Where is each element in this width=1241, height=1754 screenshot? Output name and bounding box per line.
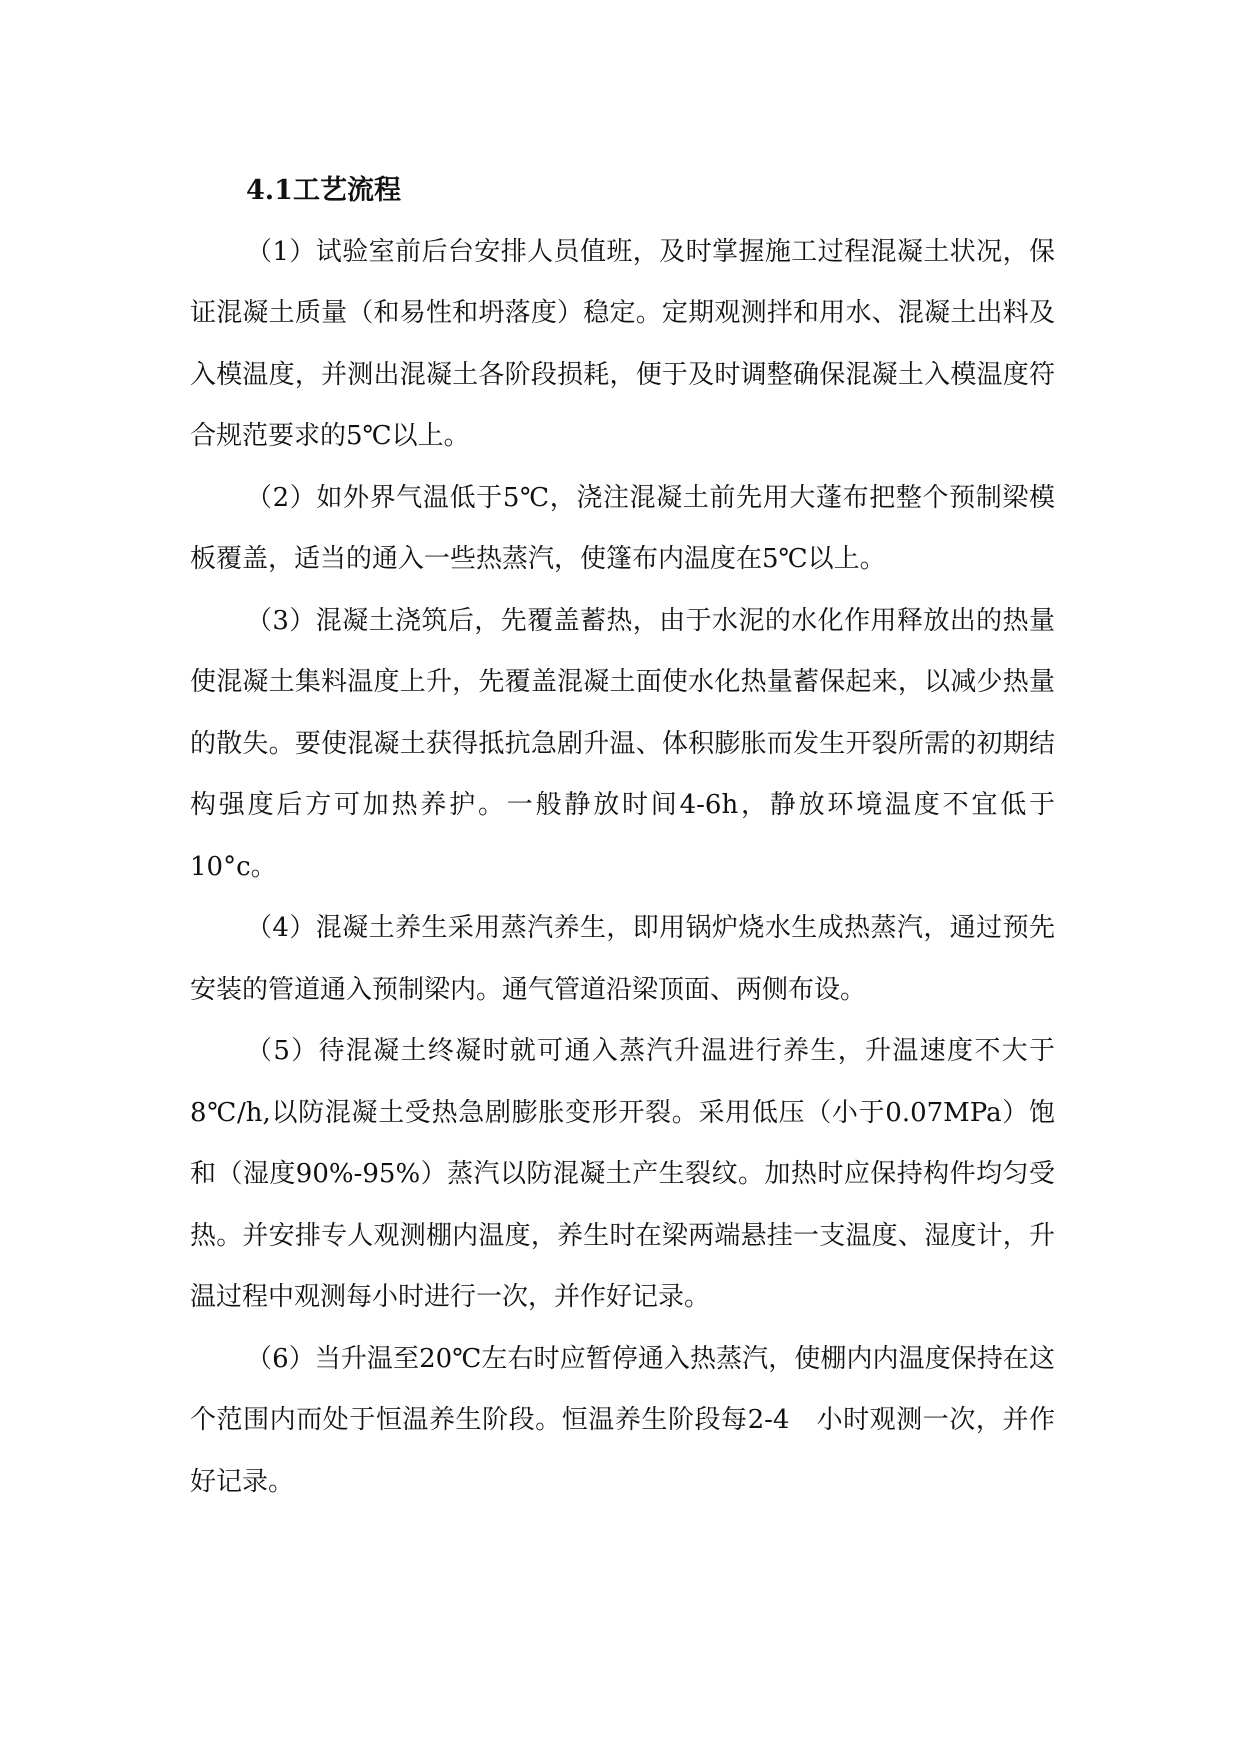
paragraph-6: （6）当升温至20℃左右时应暂停通入热蒸汽，使棚内内温度保持在这个范围内而处于恒温养生阶段。恒温养生阶段每2-4 小时观测一次，并作好记录。 [190,1343,1055,1497]
paragraph-2: （2）如外界气温低于5℃，浇注混凝土前先用大蓬布把整个预制梁模板覆盖，适当的通入一些热蒸汽，使篷布内温度在5℃以上。 [190,482,1055,574]
paragraph-4: （4）混凝土养生采用蒸汽养生，即用锅炉烧水生成热蒸汽，通过预先安装的管道通入预制梁内。通气管道沿梁顶面、两侧布设。 [190,913,1055,1005]
paragraph-1: （1）试验室前后台安排人员值班，及时掌握施工过程混凝土状况，保证混凝土质量（和易性和坍落度）稳定。定期观测拌和用水、混凝土出料及入模温度，并测出混凝土各阶段损耗，便于及时调整确保混凝土入模温度符合规范要求的5℃以上。 [190,236,1055,451]
section-heading: 4.1工艺流程 [246,175,401,206]
paragraph-5: （5）待混凝土终凝时就可通入蒸汽升温进行养生，升温速度不大于8℃/h,以防混凝土受热急剧膨胀变形开裂。采用低压（小于0.07MPa）饱和（湿度90%-95%）蒸汽以防混凝土产生裂纹。加热时应保持构件均匀受热。并安排专人观测棚内温度，养生时在梁两端悬挂一支温度、湿度计，升温过程中观测每小时进行一次，并作好记录。 [190,1036,1055,1312]
paragraph-3: （3）混凝土浇筑后，先覆盖蓄热，由于水泥的水化作用释放出的热量使混凝土集料温度上升，先覆盖混凝土面使水化热量蓄保起来，以减少热量的散失。要使混凝土获得抵抗急剧升温、体积膨胀而发生开裂所需的初期结构强度后方可加热养护。一般静放时间4-6h，静放环境温度不宜低于10°c。 [190,605,1055,882]
document-body [190,160,1055,1513]
